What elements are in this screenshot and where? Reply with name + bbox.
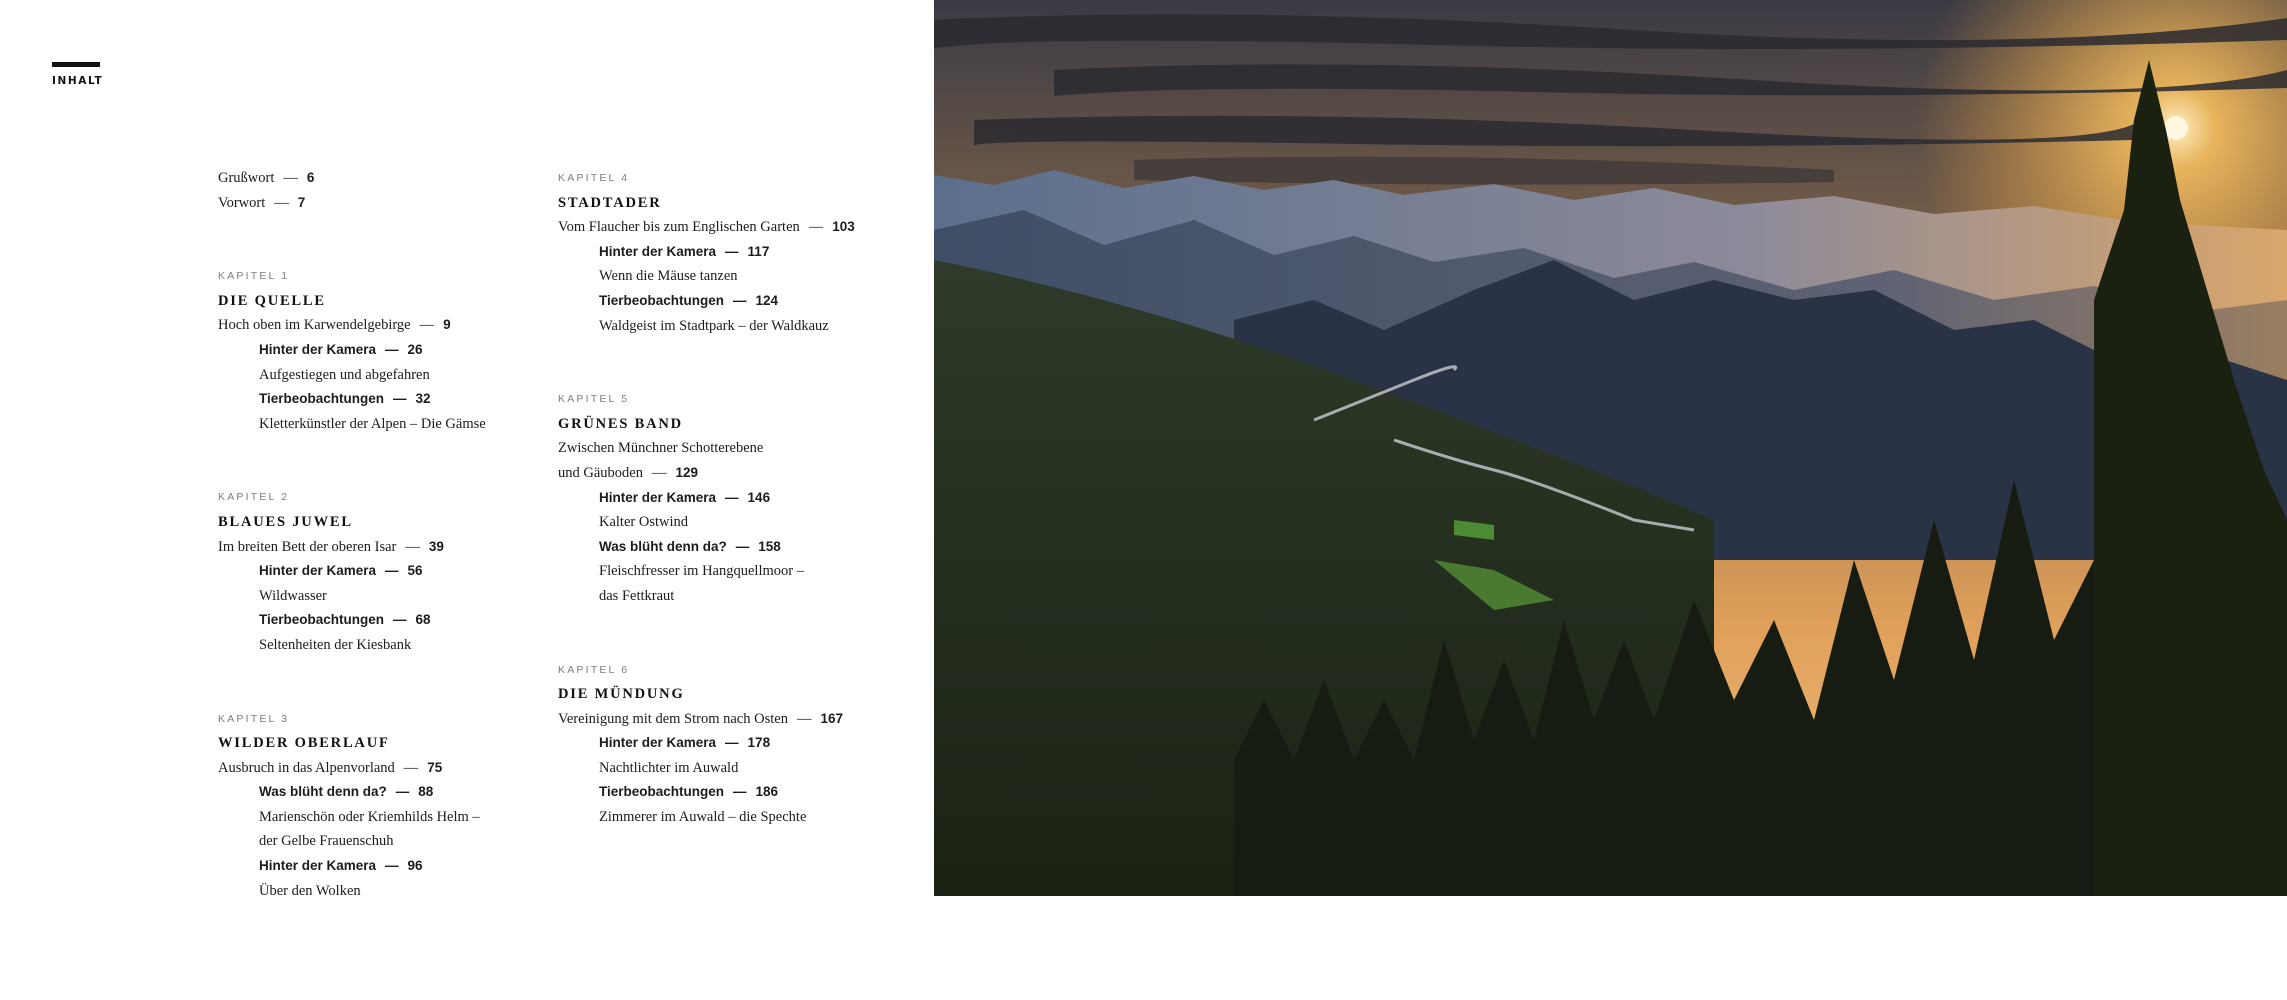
toc-entry-title: Kalter Ostwind [599,514,688,531]
toc-entry-title: Seltenheiten der Kiesbank [259,636,412,653]
toc-entry[interactable] [558,486,918,511]
toc-entry-title: Was blüht denn da? [259,784,387,800]
toc-entry[interactable] [218,313,528,338]
chapter-6 [558,658,918,830]
page-number: 32 [415,391,431,407]
chapter-title: DIE QUELLE [218,292,326,309]
chapter-title: STADTADER [558,194,662,211]
page-number: 129 [675,464,698,480]
chapter-number-label: KAPITEL 4 [558,172,630,184]
toc-entry-title: Nachtlichter im Auwald [599,759,739,776]
em-dash-separator: — [385,563,399,579]
em-dash-separator: — [725,489,739,505]
page-number: 75 [427,759,443,775]
page-number: 186 [755,784,779,800]
em-dash-separator: — [393,391,407,407]
toc-entry-title: Hinter der Kamera [259,858,377,874]
toc-entry[interactable] [558,559,918,584]
toc-entry-title: Aufgestiegen und abgefahren [259,366,430,383]
toc-entry-title: Hinter der Kamera [599,735,717,751]
toc-entry-title: Hinter der Kamera [599,489,717,505]
page-number: 88 [418,784,434,800]
toc-entry[interactable] [558,535,918,560]
toc-entry[interactable] [558,805,918,830]
toc-entry[interactable] [558,731,918,756]
em-dash-separator: — [725,243,739,259]
toc-entry[interactable] [218,387,528,412]
toc-entry-title: Tierbeobachtungen [599,292,725,308]
page-number: 7 [297,194,306,210]
toc-entry[interactable] [218,338,528,363]
toc-entry[interactable] [558,215,918,240]
chapter-3 [218,707,528,904]
page-number: 96 [407,858,423,874]
toc-entry-title: Über den Wolken [259,882,361,899]
page-number: 103 [832,219,855,235]
toc-entry[interactable] [558,780,918,805]
toc-entry-title: Marienschön oder Kriemhilds Helm – [259,808,480,825]
toc-entry[interactable] [218,191,528,216]
toc-entry[interactable] [218,829,528,854]
page-number: 9 [443,317,451,333]
section-label: INHALT [52,75,104,87]
chapter-title: WILDER OBERLAUF [218,735,390,752]
chapter-number-label: KAPITEL 2 [218,491,290,504]
toc-entry-title: und Gäuboden [558,464,643,481]
toc-entry[interactable] [218,805,528,830]
page-number: 178 [747,735,771,751]
toc-entry-title: Zwischen Münchner Schotterebene [558,440,764,457]
chapter-5 [558,387,918,608]
toc-entry-title: Vom Flaucher bis zum Englischen Garten [558,219,800,236]
toc-entry[interactable] [218,780,528,805]
chapter-title: GRÜNES BAND [558,415,683,432]
toc-entry[interactable] [558,289,918,314]
chapter-number-label: KAPITEL 1 [218,270,290,283]
page-number: 6 [306,170,315,185]
page-number: 167 [820,710,843,726]
em-dash-separator: — [651,464,667,481]
toc-entry[interactable] [558,264,918,289]
landscape-photo [934,0,2287,896]
em-dash-separator: — [403,759,419,776]
page-number: 146 [747,489,771,505]
intro-entries [218,166,528,215]
toc-entry[interactable] [218,633,528,658]
toc-entry[interactable] [558,510,918,535]
toc-entry-title: Tierbeobachtungen [259,612,385,628]
toc-entry[interactable] [218,535,528,560]
toc-entry-title: Wildwasser [259,587,327,604]
em-dash-separator: — [419,317,435,334]
section-marker [52,62,103,87]
toc-entry[interactable] [218,363,528,388]
toc-entry-title: Was blüht denn da? [599,538,727,554]
toc-entry-title: Tierbeobachtungen [259,391,385,407]
toc-entry[interactable] [558,314,918,339]
chapter-4 [558,166,918,338]
toc-entry[interactable] [558,240,918,265]
em-dash-separator: — [733,292,747,308]
em-dash-separator: — [274,194,289,211]
em-dash-separator: — [385,341,399,357]
em-dash-separator: — [735,538,750,554]
toc-entry-title: Vorwort [218,194,266,211]
chapter-number-label: KAPITEL 5 [558,393,630,406]
toc-entry-title: Hinter der Kamera [259,563,377,579]
page-number: 117 [747,243,770,259]
toc-entry[interactable] [558,584,918,609]
page-number: 56 [407,563,423,579]
toc-entry-title: das Fettkraut [599,587,675,604]
chapter-number-label: KAPITEL 6 [558,663,630,676]
toc-entry[interactable] [218,166,528,191]
toc-entry[interactable] [218,584,528,609]
chapter-number-label: KAPITEL 3 [218,712,290,725]
em-dash-separator: — [393,612,407,628]
toc-entry-title: Hoch oben im Karwendelgebirge [218,317,411,334]
section-rule [52,62,100,67]
toc-entry[interactable] [218,879,528,904]
em-dash-separator: — [725,735,739,751]
toc-entry-title: Vereinigung mit dem Strom nach Osten [558,710,788,727]
chapter-title: DIE MÜNDUNG [558,686,685,703]
toc-entry[interactable] [218,412,528,437]
toc-entry-title: Ausbruch in das Alpenvorland [218,759,395,776]
toc-entry-title: Grußwort [218,170,275,186]
toc-entry-title: Fleischfresser im Hangquellmoor – [599,563,804,580]
em-dash-separator: — [283,170,298,186]
toc-entry-title: Im breiten Bett der oberen Isar [218,538,397,555]
toc-entry-title: Zimmerer im Auwald – die Spechte [599,809,807,826]
toc-entry[interactable] [218,756,528,781]
toc-column-right [558,166,918,830]
sun [2164,116,2188,140]
em-dash-separator: — [733,784,747,800]
toc-entry-title: Kletterkünstler der Alpen – Die Gämse [259,415,486,432]
chapter-2 [218,485,528,657]
em-dash-separator: — [796,710,812,727]
toc-entry-title: Wenn die Mäuse tanzen [599,268,738,285]
toc-entry[interactable] [558,756,918,781]
page-number: 158 [758,538,781,554]
em-dash-separator: — [405,538,420,555]
toc-entry-title: der Gelbe Frauenschuh [259,833,394,850]
toc-entry-title: Waldgeist im Stadtpark – der Waldkauz [599,317,829,334]
toc-entry[interactable] [558,707,918,732]
page-number: 124 [755,292,779,308]
em-dash-separator: — [385,858,399,874]
page-number: 39 [428,538,444,554]
toc-entry-title: Hinter der Kamera [599,243,717,259]
em-dash-separator: — [395,784,410,800]
toc-entry[interactable] [558,436,918,461]
toc-entry[interactable] [558,461,918,486]
toc-column-left [218,166,528,903]
em-dash-separator: — [808,219,824,236]
toc-entry-title: Hinter der Kamera [259,341,377,357]
chapter-title: BLAUES JUWEL [218,513,353,530]
page-number: 26 [407,341,423,357]
page-number: 68 [415,612,431,628]
toc-entry[interactable] [218,559,528,584]
chapter-1 [218,264,528,436]
toc-entry[interactable] [218,608,528,633]
toc-entry[interactable] [218,854,528,879]
toc-entry-title: Tierbeobachtungen [599,784,725,800]
